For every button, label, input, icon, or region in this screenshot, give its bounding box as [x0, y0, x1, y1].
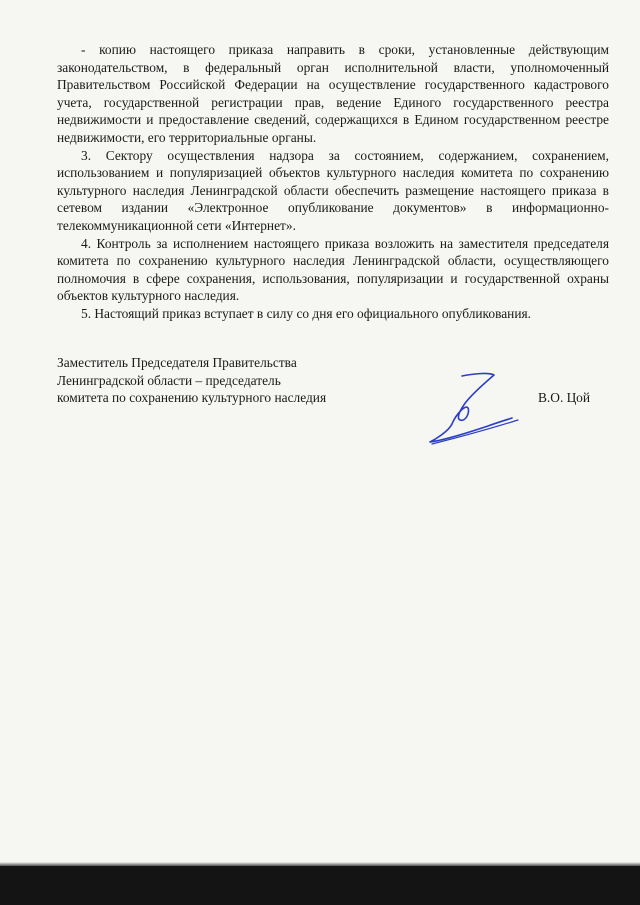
- paragraph-item-3: 3. Сектору осуществления надзора за состоянием, содержанием, сохранением, использованием и популяризацией объектов культурного наследия комитета по сохранению культурного наследия Ленинградской области обеспечить размещение настоящего приказа в сетевом издании «Электронное опубликование документов» в информационно-телекоммуникационной сети «Интернет».: [57, 147, 609, 233]
- signatory-title: [57, 354, 377, 407]
- scan-bottom-border: [0, 866, 640, 905]
- signatory-title-line: Заместитель Председателя Правительства: [57, 355, 297, 370]
- signatory-title-line: комитета по сохранению культурного наследия: [57, 390, 327, 406]
- paragraph-copy-direction: - копию настоящего приказа направить в сроки, установленные действующим законодательством, в федеральный орган исполнительной власти, уполномоченный Правительством Российской Федерации на осуществление государственного кадастрового учета, государственной регистрации прав, ведение Единого государственного реестра недвижимости и предоставление сведений, содержащихся в Едином государственном реестре недвижимости, его территориальные органы.: [57, 42, 609, 145]
- signature-stroke: [430, 373, 512, 442]
- paragraph-item-5: 5. Настоящий приказ вступает в силу со дня его официального опубликования.: [81, 305, 531, 321]
- document-body: [57, 41, 609, 323]
- signatory-title-line: Ленинградской области – председатель: [57, 372, 281, 388]
- paragraph-item-4: 4. Контроль за исполнением настоящего приказа возложить на заместителя председателя комитета по сохранению культурного наследия Ленинградской области, осуществляющего полномочия в сфере сохранения, использования, популяризации и государственной охраны объектов культурного наследия.: [57, 235, 609, 304]
- signatory-name: В.О. Цой: [538, 390, 590, 405]
- handwritten-signature: [426, 368, 526, 448]
